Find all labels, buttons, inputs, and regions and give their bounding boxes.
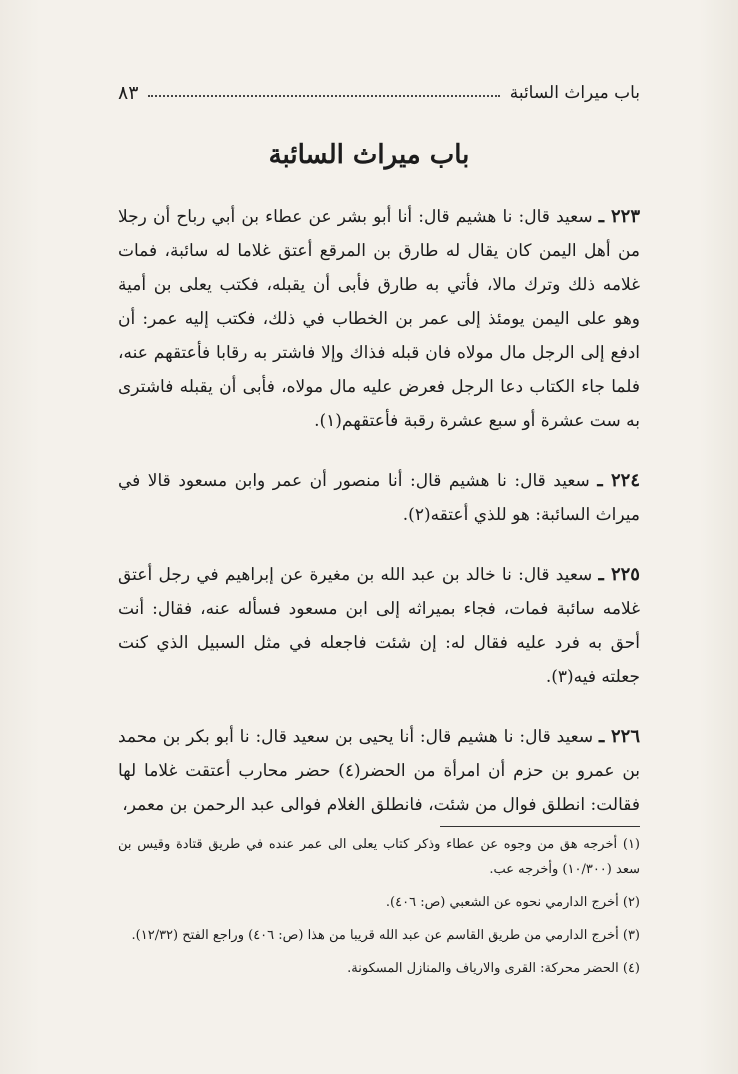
entry-paragraph <box>118 464 640 532</box>
chapter-title: باب ميراث السائبة <box>268 140 470 170</box>
entry-number: ٢٢٤ ـ <box>597 470 640 491</box>
page-number: ٨٣ <box>118 82 139 104</box>
entries-list <box>118 200 640 848</box>
entry-number: ٢٢٥ ـ <box>598 564 640 585</box>
entry-paragraph <box>118 558 640 694</box>
entry-paragraph <box>118 720 640 822</box>
footnote: (١) أخرجه هق من وجوه عن عطاء وذكر كتاب يعلى الى عمر عنده في طريق قتادة وقيس بن سعد (١٠/٣٠٠) وأخرجه عب. <box>118 837 640 877</box>
leader-dots <box>148 95 499 97</box>
footnote: (٤) الحضر محركة: القرى والارياف والمنازل المسكونة. <box>347 961 640 976</box>
footnote-divider <box>440 826 640 827</box>
footnotes <box>118 832 640 989</box>
footnote: (٣) أخرج الدارمي من طريق القاسم عن عبد الله قريبا من هذا (ص: ٤٠٦) وراجع الفتح (١٢/٣٢). <box>131 928 640 943</box>
entry <box>118 464 640 532</box>
entry-text: سعيد قال: نا خالد بن عبد الله بن مغيرة عن إبراهيم في رجل أعتق غلامه سائبة فمات، فجاء بميراثه إلى ابن مسعود فسأله عنه، فقال: أنت أحق به فرد عليه فقال له: إن شئت فاجعله في مثل السبيل الذي كنت جعلته فيه(٣). <box>118 565 640 687</box>
entry <box>118 720 640 822</box>
entry <box>118 200 640 438</box>
footnote: (٢) أخرج الدارمي نحوه عن الشعبي (ص: ٤٠٦). <box>385 895 640 910</box>
entry-paragraph <box>118 200 640 438</box>
entry-text: سعيد قال: نا هشيم قال: أنا يحيى بن سعيد قال: نا أبو بكر بن محمد بن عمرو بن حزم أن امرأة من الحضر(٤) حضر محارب أعتقت غلاما لها فقالت: انطلق فوال من شئت، فانطلق الغلام فوالى عبد الرحمن بن معمر، <box>118 727 641 815</box>
entry-number: ٢٢٣ ـ <box>598 206 640 227</box>
entry <box>118 558 640 694</box>
entry-text: سعيد قال: نا هشيم قال: أنا منصور أن عمر وابن مسعود قالا في ميراث السائبة: هو للذي أعتقه(٢). <box>118 471 640 525</box>
running-title: باب ميراث السائبة <box>509 83 640 103</box>
entry-text: سعيد قال: نا هشيم قال: أنا أبو بشر عن عطاء بن أبي رباح أن رجلا من أهل اليمن كان يقال له طارق بن المرقع أعتق غلاما له سائبة، فمات غلامه ذلك وترك مالا، فأتي به طارق فأبى أن يقبله، فكتب يعلى بن أمية وهو على اليمن يومئذ إلى عمر بن الخطاب في ذلك، فكتب إليه عمر: أن ادفع إلى الرجل مال مولاه فان قبله فذاك وإلا فاشتر به رقابا فأعتقهم عنه، فلما جاء الكتاب دعا الرجل فعرض عليه مال مولاه، فأبى أن يقبله فاشترى به ست عشرة أو سبع عشرة رقبة فأعتقهم(١). <box>118 207 641 431</box>
entry-number: ٢٢٦ ـ <box>598 726 640 747</box>
running-header <box>118 78 640 108</box>
